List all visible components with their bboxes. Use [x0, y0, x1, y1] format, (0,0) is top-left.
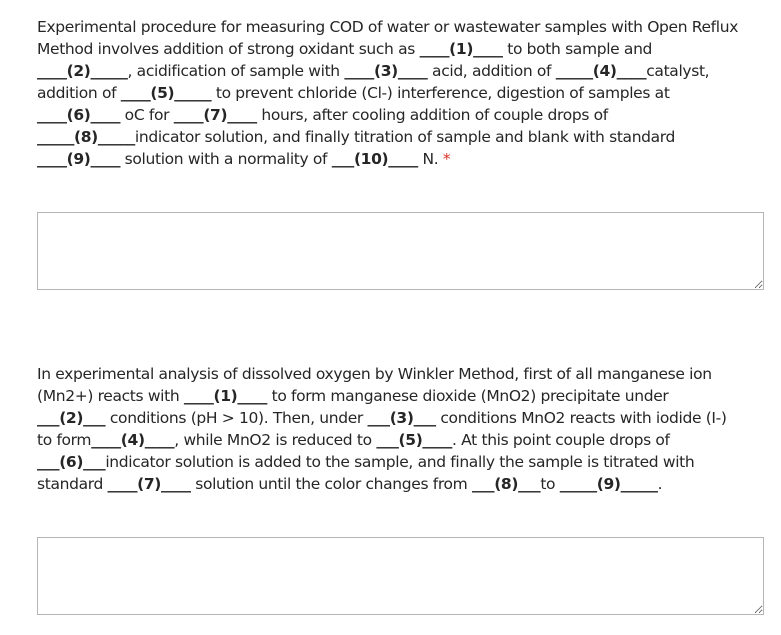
question-text-line — [37, 363, 757, 385]
question-text: to prevent chloride (Cl-) interference, digestion of samples at — [211, 84, 670, 102]
question-text-line — [37, 104, 757, 126]
question-text: indicator solution is added to the sample, and finally the sample is titrated with — [105, 453, 695, 471]
question-text: , acidification of sample with — [127, 62, 345, 80]
fill-in-blank: ___(6)___ — [37, 453, 106, 471]
fill-in-blank: ___(3)___ — [367, 409, 436, 427]
fill-in-blank: ____(1)____ — [419, 40, 503, 58]
question-text: standard — [37, 475, 108, 493]
fill-in-blank: ___(8)___ — [472, 475, 541, 493]
question-text: acid, addition of — [427, 62, 556, 80]
question-text: to — [540, 475, 560, 493]
answer-textbox-cod[interactable] — [37, 212, 764, 290]
question-text: conditions (pH > 10). Then, under — [105, 409, 368, 427]
question-text: indicator solution, and finally titration of sample and blank with standard — [134, 128, 676, 146]
question-text-line — [37, 385, 757, 407]
question-text: oC for — [120, 106, 174, 124]
question-text-line — [37, 429, 757, 451]
question-text: catalyst, — [646, 62, 710, 80]
question-text: . — [657, 475, 663, 493]
fill-in-blank: ____(7)____ — [173, 106, 257, 124]
fill-in-blank: ___(2)___ — [37, 409, 106, 427]
question-text: conditions MnO2 reacts with iodide (I-) — [435, 409, 727, 427]
question-text-line — [37, 451, 757, 473]
question-text: to form manganese dioxide (MnO2) precipitate under — [267, 387, 669, 405]
question-text: Method involves addition of strong oxidant such as — [37, 40, 420, 58]
answer-textbox-winkler[interactable] — [37, 537, 764, 615]
question-text-line — [37, 82, 757, 104]
fill-in-blank: _____(9)_____ — [559, 475, 658, 493]
fill-in-blank: ____(1)____ — [183, 387, 268, 405]
question-text: , while MnO2 is reduced to — [174, 431, 377, 449]
question-text: N. — [417, 150, 443, 168]
question-text-line — [37, 473, 757, 495]
question-text-line — [37, 148, 757, 170]
fill-in-blank: ___(5)____ — [376, 431, 453, 449]
question-text-line — [37, 126, 757, 148]
question-text: to form — [37, 431, 92, 449]
question-text: addition of — [37, 84, 121, 102]
question-text: solution with a normality of — [120, 150, 332, 168]
question-text: to both sample and — [502, 40, 653, 58]
question-text-line — [37, 38, 757, 60]
question-cod-open-reflux — [37, 16, 757, 170]
fill-in-blank: ____(6)____ — [37, 106, 121, 124]
fill-in-blank: _____(4)____ — [555, 62, 647, 80]
question-text: solution until the color changes from — [190, 475, 472, 493]
fill-in-blank: _____(8)_____ — [37, 128, 135, 146]
fill-in-blank: ____(7)____ — [107, 475, 191, 493]
question-text: (Mn2+) reacts with — [37, 387, 184, 405]
fill-in-blank: ____(4)____ — [91, 431, 175, 449]
question-text-line — [37, 16, 757, 38]
fill-in-blank: ____(3)____ — [344, 62, 428, 80]
fill-in-blank: ___(10)____ — [331, 150, 418, 168]
fill-in-blank: ____(9)____ — [37, 150, 121, 168]
required-asterisk: * — [442, 150, 451, 168]
fill-in-blank: ____(2)_____ — [37, 62, 128, 80]
question-text: . At this point couple drops of — [452, 431, 670, 449]
question-text: In experimental analysis of dissolved oxygen by Winkler Method, first of all manganese ion — [37, 365, 712, 383]
fill-in-blank: ____(5)_____ — [120, 84, 212, 102]
question-text: hours, after cooling addition of couple drops of — [256, 106, 608, 124]
question-text-line — [37, 407, 757, 429]
question-winkler-method — [37, 363, 757, 495]
question-text: Experimental procedure for measuring COD of water or wastewater samples with Open Reflux — [37, 18, 739, 36]
question-text-line — [37, 60, 757, 82]
